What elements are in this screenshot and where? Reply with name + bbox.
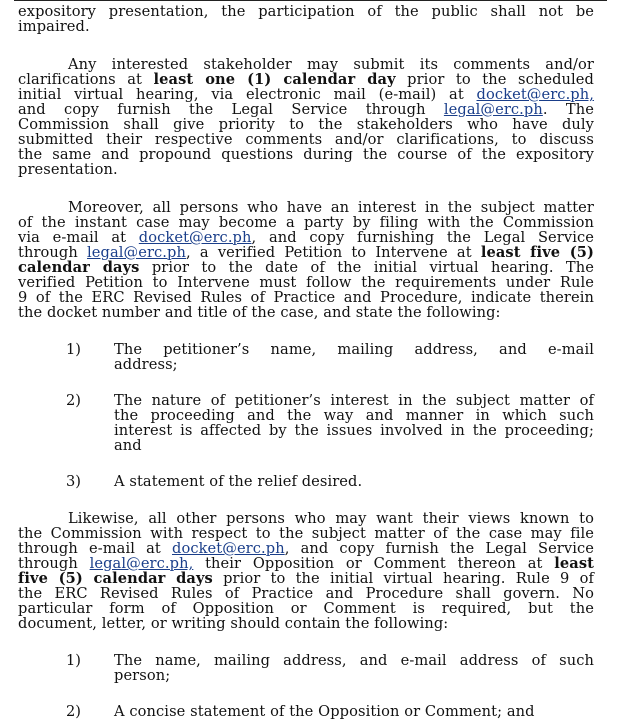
p1-line-1: Any interested stakeholder may submit its comments and/or: [68, 56, 594, 73]
p2-line-5: calendar days prior to the date of the initial virtual hearing. The: [18, 259, 594, 276]
list2-item-2-number: 2): [66, 703, 81, 720]
list1-item-3-line-1: A statement of the relief desired.: [114, 473, 363, 490]
p1-line-4: and copy furnish the Legal Service through legal@erc.ph. The: [18, 101, 594, 118]
legal-email-link[interactable]: legal@erc.ph,: [89, 555, 194, 572]
top-rule: [14, 0, 607, 1]
p3-line-8: document, letter, or writing should contain the following:: [18, 615, 449, 632]
p1-line-8: presentation.: [18, 161, 118, 178]
p0-line-1: expository presentation, the participation of the public shall not be: [18, 3, 594, 20]
list1-item-1-line-1: The petitioner’s name, mailing address, and e-mail: [114, 341, 594, 358]
legal-email-link[interactable]: legal@erc.ph: [87, 244, 186, 261]
list2-item-1-line-1: The name, mailing address, and e-mail address of such: [114, 652, 594, 669]
p1-line-3: initial virtual hearing, via electronic mail (e-mail) at docket@erc.ph,: [18, 86, 594, 103]
p3-line-6: the ERC Revised Rules of Practice and Procedure shall govern. No: [18, 585, 594, 602]
list1-item-1-line-2: address;: [114, 356, 178, 373]
p3-line-5: five (5) calendar days prior to the initial virtual hearing. Rule 9 of: [18, 570, 594, 587]
docket-email-link[interactable]: docket@erc.ph,: [476, 86, 594, 103]
list2-item-1-line-2: person;: [114, 667, 171, 684]
p1-line-5: Commission shall give priority to the stakeholders who have duly: [18, 116, 594, 133]
list1-item-2-line-1: The nature of petitioner’s interest in the subject matter of: [114, 392, 594, 409]
list1-item-2-number: 2): [66, 392, 81, 409]
p3-line-2: the Commission with respect to the subject matter of the case may file: [18, 525, 594, 542]
p1-line-7: the same and propound questions during the course of the expository: [18, 146, 594, 163]
p2-line-3: via e-mail at docket@erc.ph, and copy furnishing the Legal Service: [18, 229, 594, 246]
p3-line-7: particular form of Opposition or Comment is required, but the: [18, 600, 594, 617]
list2-item-2-line-1: A concise statement of the Opposition or Comment; and: [114, 703, 535, 720]
docket-email-link[interactable]: docket@erc.ph: [172, 540, 285, 557]
list2-item-1-number: 1): [66, 652, 81, 669]
docket-email-link[interactable]: docket@erc.ph: [138, 229, 252, 246]
legal-email-link[interactable]: legal@erc.ph: [443, 101, 543, 118]
list1-item-1-number: 1): [66, 341, 81, 358]
list1-item-2-line-3: interest is affected by the issues involved in the proceeding;: [114, 422, 594, 439]
p2-line-1: Moreover, all persons who have an interest in the subject matter: [68, 199, 594, 216]
list1-item-2-line-4: and: [114, 437, 142, 454]
list1-item-3-number: 3): [66, 473, 81, 490]
p3-line-3: through e-mail at docket@erc.ph, and copy furnish the Legal Service: [18, 540, 594, 557]
p1-line-6: submitted their respective comments and/or clarifications, to discuss: [18, 131, 594, 148]
p3-line-1: Likewise, all other persons who may want their views known to: [68, 510, 594, 527]
p2-line-7: 9 of the ERC Revised Rules of Practice and Procedure, indicate therein: [18, 289, 594, 306]
p2-line-8: the docket number and title of the case, and state the following:: [18, 304, 501, 321]
p1-line-2: clarifications at least one (1) calendar day prior to the scheduled: [18, 71, 594, 88]
list1-item-2-line-2: the proceeding and the way and manner in which such: [114, 407, 594, 424]
p2-line-6: verified Petition to Intervene must follow the requirements under Rule: [18, 274, 594, 291]
p3-line-4: through legal@erc.ph, their Opposition or Comment thereon at least: [18, 555, 594, 572]
p2-line-2: of the instant case may become a party by filing with the Commission: [18, 214, 594, 231]
p2-line-4: through legal@erc.ph, a verified Petition to Intervene at least five (5): [18, 244, 595, 261]
p0-line-2: impaired.: [18, 18, 90, 35]
